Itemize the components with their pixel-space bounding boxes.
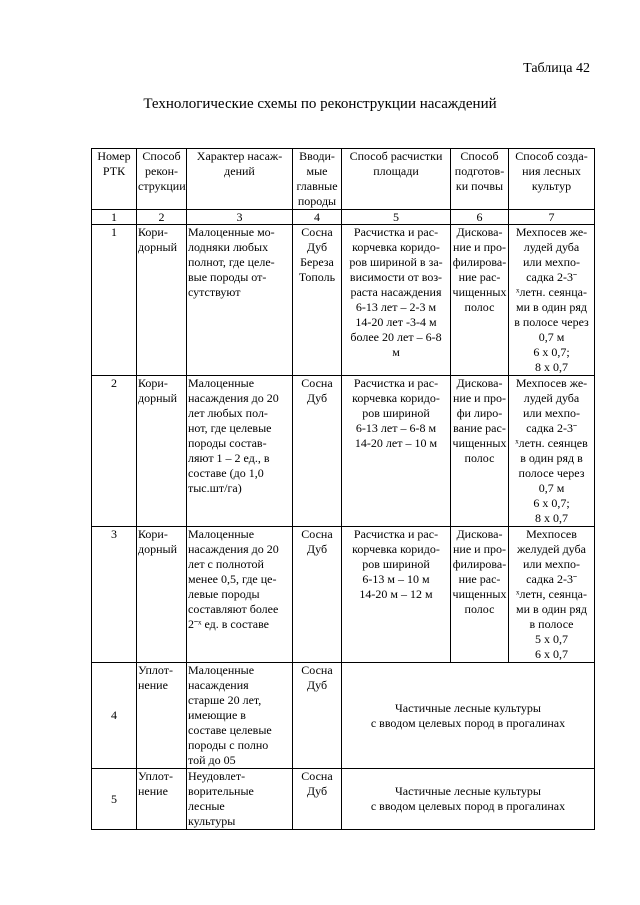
column-number: 3 — [187, 210, 293, 225]
partial-cultures-merged-cell: Частичные лесные культуры с вводом целевых пород в прогалинах — [342, 769, 595, 830]
species-cell: Сосна Дуб — [293, 376, 342, 527]
soil-prep-cell: Дискова- ние и про- филирова- ние рас- чищенных полос — [451, 225, 509, 376]
column-header: Вводи- мые главные породы — [293, 149, 342, 210]
soil-prep-cell: Дискова- ние и про- фи лиро- вание рас- чищенных полос — [451, 376, 509, 527]
reconstruction-schemes-table — [91, 148, 595, 830]
table-header-row — [92, 149, 595, 210]
rtk-number-cell: 2 — [92, 376, 137, 527]
rtk-number-cell: 4 — [92, 663, 137, 769]
method-cell: Кори- дорный — [137, 225, 187, 376]
method-cell: Кори- дорный — [137, 527, 187, 663]
column-header: Номер РТК — [92, 149, 137, 210]
column-number: 2 — [137, 210, 187, 225]
stand-character-cell: Малоценные насаждения до 20 лет с полнотой менее 0,5, где це- левые породы составляют более 2ˉˣ ед. в составе — [187, 527, 293, 663]
species-cell: Сосна Дуб Береза Тополь — [293, 225, 342, 376]
planting-cell: Мехпосев желудей дуба или мехпо- садка 2-3ˉ ˣлетн, сеянца- ми в один ряд в полосе 5 х 0,7 6 х 0,7 — [509, 527, 595, 663]
soil-prep-cell: Дискова- ние и про- филирова- ние рас- чищенных полос — [451, 527, 509, 663]
column-number: 7 — [509, 210, 595, 225]
stand-character-cell: Малоценные мо- лодняки любых полнот, где целе- вые породы от- сутствуют — [187, 225, 293, 376]
column-number-row — [92, 210, 595, 225]
planting-cell: Мехпосев же- лудей дуба или мехпо- садка 2-3ˉ ˣлетн. сеянца- ми в один ряд в полосе через 0,7 м 6 х 0,7; 8 х 0,7 — [509, 225, 595, 376]
rtk-number-cell: 1 — [92, 225, 137, 376]
stand-character-cell: Малоценные насаждения до 20 лет любых пол- нот, где целевые породы состав- ляют 1 – 2 ед., в составе (до 1,0 тыс.шт/га) — [187, 376, 293, 527]
clearing-cell: Расчистка и рас- корчевка коридо- ров шириной 6-13 лет – 6-8 м 14-20 лет – 10 м — [342, 376, 451, 527]
method-cell: Уплот- нение — [137, 769, 187, 830]
column-number: 1 — [92, 210, 137, 225]
stand-character-cell: Неудовлет- ворительные лесные культуры — [187, 769, 293, 830]
column-header: Способ созда- ния лесных культур — [509, 149, 595, 210]
rtk-number-cell: 3 — [92, 527, 137, 663]
stand-character-cell: Малоценные насаждения старше 20 лет, имеющие в составе целевые породы с полно той до 05 — [187, 663, 293, 769]
planting-cell: Мехпосев же- лудей дуба или мехпо- садка 2-3ˉ ˣлетн. сеянцев в один ряд в полосе через 0,7 м 6 х 0,7; 8 х 0,7 — [509, 376, 595, 527]
table-row — [92, 225, 595, 376]
column-number: 6 — [451, 210, 509, 225]
document-title: Технологические схемы по реконструкции насаждений — [143, 96, 497, 112]
table-row — [92, 527, 595, 663]
table-row — [92, 769, 595, 830]
method-cell: Кори- дорный — [137, 376, 187, 527]
table-row — [92, 663, 595, 769]
rtk-number-cell: 5 — [92, 769, 137, 830]
method-cell: Уплот- нение — [137, 663, 187, 769]
column-header: Способ подготов- ки почвы — [451, 149, 509, 210]
column-header: Характер насаж- дений — [187, 149, 293, 210]
column-number: 4 — [293, 210, 342, 225]
partial-cultures-merged-cell: Частичные лесные культуры с вводом целевых пород в прогалинах — [342, 663, 595, 769]
clearing-cell: Расчистка и рас- корчевка коридо- ров шириной 6-13 м – 10 м 14-20 м – 12 м — [342, 527, 451, 663]
column-header: Способ расчистки площади — [342, 149, 451, 210]
species-cell: Сосна Дуб — [293, 527, 342, 663]
species-cell: Сосна Дуб — [293, 769, 342, 830]
species-cell: Сосна Дуб — [293, 663, 342, 769]
clearing-cell: Расчистка и рас- корчевка коридо- ров шириной в за- висимости от воз- раста насаждения 6-13 лет – 2-3 м 14-20 лет -3-4 м более 20 лет – 6-8 м — [342, 225, 451, 376]
table-number-label: Таблица 42 — [523, 61, 590, 76]
column-number: 5 — [342, 210, 451, 225]
column-header: Способ рекон- струкции — [137, 149, 187, 210]
table-row — [92, 376, 595, 527]
